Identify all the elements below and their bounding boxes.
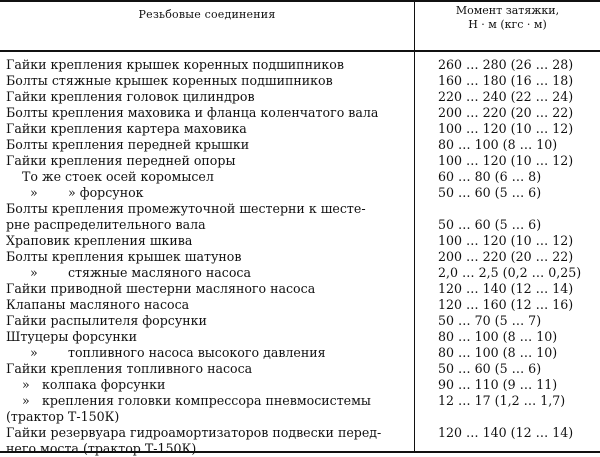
row-value: 80 … 100 (8 … 10) <box>438 329 558 344</box>
row-label: Гайки крепления картера маховика <box>6 121 247 136</box>
table-row <box>0 153 600 169</box>
row-value: 100 … 120 (10 … 12) <box>438 233 574 248</box>
row-label: То же стоек осей коромысел <box>22 169 214 184</box>
row-value: 100 … 120 (10 … 12) <box>438 121 574 136</box>
row-label-group <box>30 265 434 281</box>
header-rule <box>0 50 600 52</box>
row-label-group <box>30 185 434 201</box>
row-label: Гайки резервуара гидроамортизаторов подвески перед- <box>6 425 382 440</box>
row-label-continued: него моста (трактор Т-150К) <box>6 441 197 456</box>
row-label-group <box>6 425 410 457</box>
row-value: 100 … 120 (10 … 12) <box>438 153 574 168</box>
row-value: 120 … 140 (12 … 14) <box>438 425 574 440</box>
table-row <box>0 169 600 185</box>
row-label-group <box>22 377 426 393</box>
column-header-joints: Резьбовые соединения <box>138 8 276 21</box>
table-row <box>0 201 600 233</box>
table-row <box>0 297 600 313</box>
row-label-continued: рне распределительного вала <box>6 217 206 232</box>
table-row <box>0 233 600 249</box>
table-row <box>0 345 600 361</box>
table-row <box>0 265 600 281</box>
table-row <box>0 105 600 121</box>
column-header-torque-line1: Момент затяжки, <box>455 4 560 17</box>
row-label: Гайки крепления передней опоры <box>6 153 236 168</box>
row-value: 60 … 80 (6 … 8) <box>438 169 542 184</box>
column-header-torque <box>415 4 600 32</box>
row-label: колпака форсунки <box>42 377 166 392</box>
ditto-mark: » <box>22 393 30 408</box>
row-label: Гайки крепления крышек коренных подшипников <box>6 57 344 72</box>
table-row <box>0 57 600 73</box>
ditto-mark: » <box>22 377 30 392</box>
row-value: 120 … 160 (12 … 16) <box>438 297 574 312</box>
table-body <box>0 57 600 457</box>
row-value: 2,0 … 2,5 (0,2 … 0,25) <box>438 265 582 280</box>
table-row <box>0 425 600 457</box>
row-value: 220 … 240 (22 … 24) <box>438 89 574 104</box>
row-label-group <box>30 345 434 361</box>
row-label: Болты крепления передней крышки <box>6 137 250 152</box>
row-value: 50 … 70 (5 … 7) <box>438 313 542 328</box>
row-label: Гайки крепления топливного насоса <box>6 361 253 376</box>
row-label: Штуцеры форсунки <box>6 329 138 344</box>
row-value: 50 … 60 (5 … 6) <box>438 361 542 376</box>
row-value: 120 … 140 (12 … 14) <box>438 281 574 296</box>
table-row <box>0 121 600 137</box>
row-label: Болты крепления маховика и фланца коленчатого вала <box>6 105 379 120</box>
row-label: крепления головки компрессора пневмосистемы <box>42 393 371 408</box>
table-row <box>0 281 600 297</box>
column-header-torque-line2: Н · м (кгс · м) <box>468 18 547 31</box>
table-row <box>0 185 600 201</box>
table-row <box>0 361 600 377</box>
row-label: Болты крепления промежуточной шестерни к шесте- <box>6 201 366 216</box>
row-value: 200 … 220 (20 … 22) <box>438 105 574 120</box>
row-value: 80 … 100 (8 … 10) <box>438 345 558 360</box>
row-value: 90 … 110 (9 … 11) <box>438 377 558 392</box>
ditto-mark: » <box>30 265 38 280</box>
row-value: 12 … 17 (1,2 … 1,7) <box>438 393 566 408</box>
ditto-mark: » <box>30 345 38 360</box>
row-value: 50 … 60 (5 … 6) <box>438 217 542 232</box>
row-label: Храповик крепления шкива <box>6 233 193 248</box>
table-row <box>0 393 600 425</box>
row-label: Гайки распылителя форсунки <box>6 313 207 328</box>
ditto-mark: » <box>30 185 38 200</box>
table-row <box>0 137 600 153</box>
table-row <box>0 377 600 393</box>
row-value: 50 … 60 (5 … 6) <box>438 185 542 200</box>
row-label-group <box>6 393 410 425</box>
row-label: Болты крепления крышек шатунов <box>6 249 242 264</box>
row-value: 160 … 180 (16 … 18) <box>438 73 574 88</box>
row-label: Гайки крепления головок цилиндров <box>6 89 255 104</box>
row-value: 80 … 100 (8 … 10) <box>438 137 558 152</box>
ditto-mark: » <box>68 185 76 200</box>
row-label: Гайки приводной шестерни масляного насоса <box>6 281 316 296</box>
row-label: стяжные масляного насоса <box>68 265 251 280</box>
row-label: топливного насоса высокого давления <box>68 345 326 360</box>
row-label-continued: (трактор Т-150К) <box>6 409 120 424</box>
row-value: 260 … 280 (26 … 28) <box>438 57 574 72</box>
row-label: Клапаны масляного насоса <box>6 297 190 312</box>
table-row <box>0 313 600 329</box>
table-row <box>0 89 600 105</box>
row-value: 200 … 220 (20 … 22) <box>438 249 574 264</box>
table-row <box>0 73 600 89</box>
row-label: Болты стяжные крышек коренных подшипников <box>6 73 333 88</box>
row-label: форсунок <box>79 185 144 200</box>
top-rule <box>0 0 600 2</box>
row-label-line <box>6 393 410 409</box>
table-row <box>0 249 600 265</box>
row-label-group <box>6 201 410 233</box>
table-row <box>0 329 600 345</box>
